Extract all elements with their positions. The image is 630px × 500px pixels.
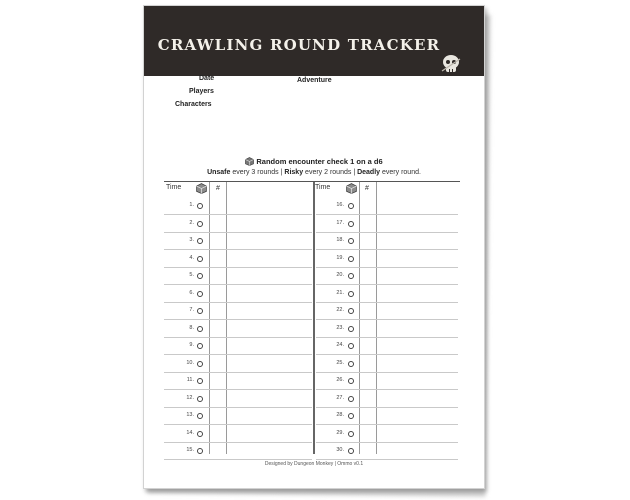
deadly-label: Deadly bbox=[357, 169, 381, 176]
round-number: 27. bbox=[336, 394, 344, 401]
left-number-header: # bbox=[216, 185, 220, 192]
round-number: 15. bbox=[186, 447, 194, 453]
round-checkbox[interactable] bbox=[348, 378, 354, 384]
skull-icon bbox=[440, 54, 462, 74]
round-number: 18. bbox=[336, 237, 344, 243]
round-line bbox=[164, 442, 312, 443]
round-line bbox=[316, 354, 458, 355]
round-line bbox=[164, 337, 312, 338]
right-number-header: # bbox=[365, 185, 369, 192]
round-checkbox[interactable] bbox=[348, 396, 354, 402]
round-line bbox=[164, 232, 312, 233]
round-line bbox=[316, 372, 458, 373]
round-line bbox=[316, 214, 458, 215]
round-number: 8. bbox=[189, 324, 194, 331]
round-checkbox[interactable] bbox=[197, 413, 203, 419]
legend-separator: | bbox=[353, 169, 356, 176]
round-number: 29. bbox=[336, 429, 344, 436]
round-checkbox[interactable] bbox=[197, 431, 203, 437]
round-number: 10. bbox=[186, 359, 194, 366]
d6-die-icon bbox=[245, 157, 254, 166]
round-number: 11. bbox=[186, 377, 194, 383]
round-number: 25. bbox=[336, 359, 344, 366]
round-line bbox=[164, 284, 312, 285]
round-number: 9. bbox=[189, 342, 194, 348]
round-checkbox[interactable] bbox=[348, 203, 354, 209]
round-line bbox=[316, 459, 458, 460]
right-divider-1 bbox=[359, 182, 360, 454]
round-line bbox=[316, 337, 458, 338]
round-checkbox[interactable] bbox=[197, 291, 203, 297]
round-line bbox=[316, 319, 458, 320]
round-number: 24. bbox=[336, 342, 344, 348]
round-checkbox[interactable] bbox=[197, 273, 203, 279]
round-number: 1. bbox=[189, 202, 194, 208]
round-number: 12. bbox=[186, 394, 194, 401]
round-line bbox=[164, 267, 312, 268]
round-checkbox[interactable] bbox=[197, 238, 203, 244]
round-number: 30. bbox=[336, 447, 344, 453]
page-title: CRAWLING ROUND TRACKER bbox=[157, 36, 441, 54]
encounter-heading-text: Random encounter check 1 on a d6 bbox=[256, 157, 383, 166]
round-checkbox[interactable] bbox=[348, 413, 354, 419]
round-checkbox[interactable] bbox=[348, 291, 354, 297]
round-number: 4. bbox=[189, 254, 194, 261]
round-number: 17. bbox=[336, 219, 344, 226]
round-number: 2. bbox=[189, 219, 194, 226]
round-line bbox=[316, 424, 458, 425]
round-line bbox=[164, 407, 312, 408]
round-line bbox=[164, 372, 312, 373]
round-line bbox=[164, 459, 312, 460]
left-divider-2 bbox=[226, 182, 227, 454]
deadly-text: every round. bbox=[382, 169, 421, 176]
players-field-label: Players bbox=[189, 88, 214, 95]
risky-text: every 2 rounds bbox=[305, 169, 352, 176]
round-line bbox=[316, 284, 458, 285]
round-line bbox=[164, 424, 312, 425]
round-line bbox=[164, 354, 312, 355]
unsafe-text: every 3 rounds bbox=[232, 169, 279, 176]
right-time-header: Time bbox=[315, 184, 331, 191]
round-number: 14. bbox=[186, 429, 194, 436]
round-line bbox=[316, 389, 458, 390]
round-line bbox=[164, 214, 312, 215]
tracker-sheet bbox=[143, 5, 485, 489]
round-checkbox[interactable] bbox=[197, 378, 203, 384]
round-checkbox[interactable] bbox=[197, 308, 203, 314]
round-checkbox[interactable] bbox=[197, 326, 203, 332]
round-checkbox[interactable] bbox=[348, 326, 354, 332]
round-number: 3. bbox=[189, 237, 194, 243]
round-number: 20. bbox=[336, 272, 344, 278]
characters-field-label: Characters bbox=[175, 101, 212, 108]
d6-die-icon bbox=[346, 183, 357, 194]
round-checkbox[interactable] bbox=[197, 396, 203, 402]
legend-separator: | bbox=[280, 169, 283, 176]
round-checkbox[interactable] bbox=[348, 256, 354, 262]
round-line bbox=[164, 249, 312, 250]
round-checkbox[interactable] bbox=[348, 361, 354, 367]
round-number: 16. bbox=[336, 202, 344, 208]
round-line bbox=[316, 442, 458, 443]
round-line bbox=[164, 389, 312, 390]
round-number: 22. bbox=[336, 307, 344, 313]
round-checkbox[interactable] bbox=[197, 448, 203, 454]
round-line bbox=[316, 267, 458, 268]
round-number: 7. bbox=[189, 307, 194, 313]
round-checkbox[interactable] bbox=[348, 448, 354, 454]
date-field-label: Date bbox=[199, 75, 215, 82]
round-line bbox=[316, 249, 458, 250]
round-line bbox=[316, 232, 458, 233]
round-checkbox[interactable] bbox=[197, 256, 203, 262]
round-line bbox=[316, 407, 458, 408]
round-checkbox[interactable] bbox=[348, 431, 354, 437]
left-divider-1 bbox=[209, 182, 210, 454]
round-checkbox[interactable] bbox=[348, 308, 354, 314]
round-number: 5. bbox=[189, 272, 194, 278]
round-checkbox[interactable] bbox=[197, 203, 203, 209]
round-checkbox[interactable] bbox=[348, 343, 354, 349]
round-number: 21. bbox=[336, 289, 344, 296]
round-number: 28. bbox=[336, 412, 344, 418]
round-number: 23. bbox=[336, 324, 344, 331]
round-checkbox[interactable] bbox=[197, 343, 203, 349]
center-divider bbox=[313, 182, 315, 454]
round-number: 19. bbox=[336, 254, 344, 261]
round-checkbox[interactable] bbox=[348, 273, 354, 279]
round-line bbox=[164, 319, 312, 320]
d6-die-icon bbox=[196, 183, 207, 194]
left-time-header: Time bbox=[166, 184, 182, 191]
danger-legend bbox=[144, 169, 484, 176]
round-checkbox[interactable] bbox=[197, 361, 203, 367]
encounter-heading bbox=[144, 157, 484, 166]
round-checkbox[interactable] bbox=[348, 221, 354, 227]
round-line bbox=[164, 302, 312, 303]
round-checkbox[interactable] bbox=[348, 238, 354, 244]
round-checkbox[interactable] bbox=[197, 221, 203, 227]
round-line bbox=[316, 302, 458, 303]
risky-label: Risky bbox=[284, 169, 304, 176]
round-number: 13. bbox=[186, 412, 194, 418]
round-number: 6. bbox=[189, 289, 194, 296]
unsafe-label: Unsafe bbox=[207, 169, 231, 176]
designer-credit: Designed by Dungeon Monkey | Ommo v0.1 bbox=[264, 461, 364, 467]
round-number: 26. bbox=[336, 377, 344, 383]
right-divider-2 bbox=[376, 182, 377, 454]
adventure-field-label: Adventure bbox=[297, 77, 332, 84]
